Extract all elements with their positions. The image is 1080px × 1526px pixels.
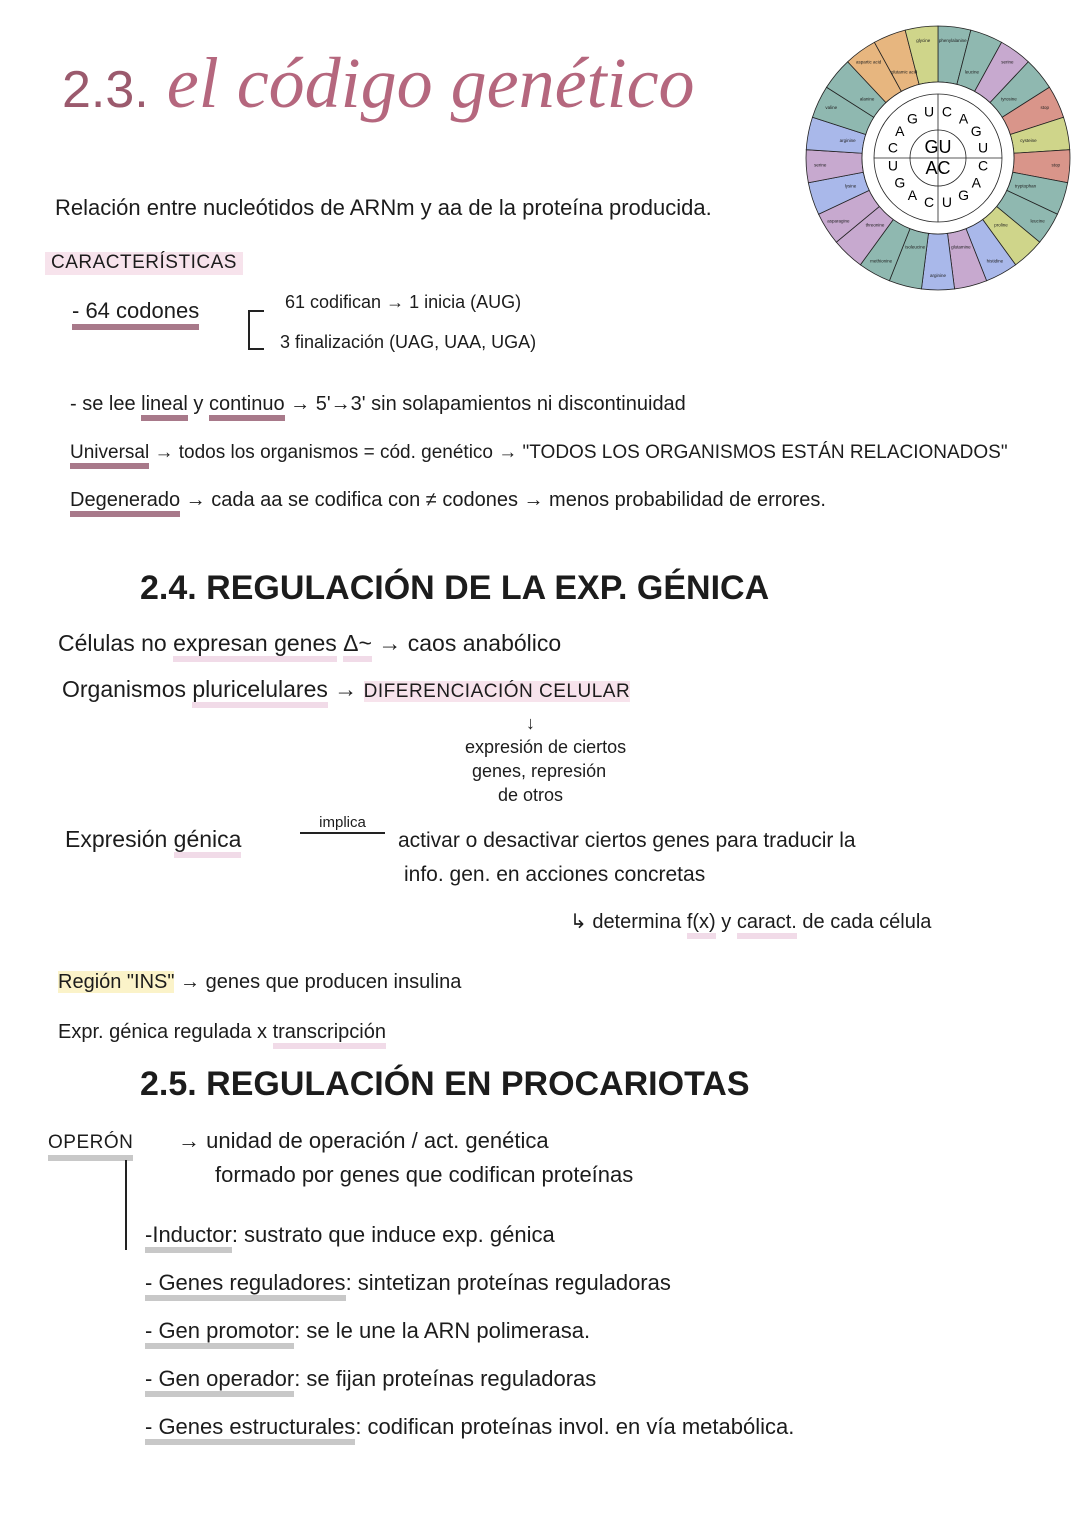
down-arrow-icon: ↓ [526,713,535,733]
keyword: - Genes estructurales [145,1414,355,1445]
amino-acid-label: leucine [1030,218,1045,224]
regulada-line [58,1020,386,1044]
base-letter: U [887,157,898,174]
text: ↳ determina [570,911,682,933]
keyword: f(x) [687,911,716,939]
keyword: transcripción [273,1021,386,1049]
amino-acid-label: tryptophan [1014,183,1037,189]
text: → genes que producen insulina [180,971,462,993]
center-bases: GU [924,136,952,157]
keyword: - Gen operador [145,1366,294,1397]
section-2-5-heading: 2.5. REGULACIÓN EN PROCARIOTAS [140,1065,750,1103]
amino-acid-label: tyrosine [1001,96,1017,102]
keyword: Δ~ [343,630,372,662]
expresion-line [65,826,241,854]
operon-item [145,1414,794,1440]
amino-acid-label: lysine [844,183,857,189]
finalizacion-text: 3 finalización (UAG, UAA, UGA) [280,332,537,352]
base-letter: A [895,123,905,140]
amino-acid-label: valine [825,104,838,110]
text: Expr. génica regulada x [58,1021,268,1043]
amino-acid-label: alanine [859,96,875,102]
text: → 5'→3' sin solapamientos ni discontinuidad [290,393,686,415]
text: : codifican proteínas invol. en vía metabólica. [355,1414,795,1439]
keyword: continuo [209,393,285,421]
operon-item [145,1270,671,1296]
base-letter: A [958,110,969,127]
expresion-definition-2: info. gen. en acciones concretas [404,863,706,886]
text: : se fijan proteínas reguladoras [294,1366,597,1391]
base-letter: U [941,193,953,210]
text: : se le une la ARN polimerasa. [294,1318,591,1343]
amino-acid-label: cysteine [1020,137,1037,143]
amino-acid-label: stop [1040,104,1050,110]
expresion-definition: activar o desactivar ciertos genes para traducir la [398,829,856,852]
universal-line [70,442,1008,465]
amino-acid-label: isoleucine [905,244,926,250]
title-number: 2.3. [62,61,149,119]
base-letter: C [923,193,935,210]
determina-line [570,910,931,934]
amino-acid-label: arginine [929,273,947,279]
keyword: Degenerado [70,489,180,517]
text: : sintetizan proteínas reguladoras [345,1270,671,1295]
keyword: caract. [737,911,797,939]
sub-line-3: de otros [498,785,564,805]
amino-acid-label: aspartic acid [856,59,882,65]
text: - se lee [70,393,136,415]
operon-label: OPERÓN [48,1132,133,1161]
keyword: lineal [141,393,188,421]
amino-acid-label: arginine [839,137,856,143]
sub-line-2: genes, represión [472,761,607,781]
page-title [62,40,695,126]
text: y [193,393,204,415]
keyword: - Genes reguladores [145,1270,346,1301]
keyword: - Gen promotor [145,1318,294,1349]
amino-acid-label: methionine [870,258,893,264]
organismos-line [62,676,630,704]
base-letter: A [971,174,981,191]
ins-line [58,970,461,994]
amino-acid-label: stop [1051,162,1061,168]
operon-def-2: formado por genes que codifican proteínas [215,1162,634,1187]
codifican-text: 61 codifican → 1 inicia (AUG) [285,292,522,312]
section-2-4-heading: 2.4. REGULACIÓN DE LA EXP. GÉNICA [140,569,770,607]
codones-label: - 64 codones [72,298,199,330]
base-letter: C [978,157,989,174]
keyword: expresan genes [173,630,337,662]
sub-line-1: expresión de ciertos [465,737,627,757]
text: Expresión [65,826,168,852]
amino-acid-label: phenylalanine [938,38,967,44]
keyword: DIFERENCIACIÓN CELULAR [363,681,631,702]
text: : sustrato que induce exp. génica [231,1222,555,1247]
base-letter: G [958,186,970,203]
text: → todos los organismos = cód. genético → "TODOS LOS ORGANISMOS ESTÁN RELACIONADOS" [154,442,1008,463]
base-letter: C [887,139,898,156]
celulas-line [58,630,561,658]
amino-acid-label: leucine [964,69,980,75]
intro-text: Relación entre nucleótidos de ARNm y aa de la proteína producida. [55,195,712,220]
operon-connector [125,1160,127,1250]
operon-def-1: → unidad de operación / act. genética [178,1128,549,1153]
base-letter: U [923,103,935,120]
amino-acid-label: glutamic acid [890,69,918,75]
text: y [721,911,732,933]
amino-acid-label: histidine [986,258,1004,264]
bracket [248,310,264,350]
caracteristicas-heading: CARACTERÍSTICAS [45,252,243,275]
base-letter: U [978,139,989,156]
arrow: → [334,676,358,702]
amino-acid-label: serine [814,162,827,168]
text: Células no [58,630,167,656]
keyword: génica [174,826,242,858]
base-letter: G [906,110,918,127]
keyword: Región "INS" [58,971,175,993]
amino-acid-label: asparagine [827,218,850,224]
base-letter: A [907,186,918,203]
implica-arrow: implica [300,814,385,834]
lineal-line [70,392,686,416]
amino-acid-label: threonine [865,222,885,228]
amino-acid-label: serine [1001,59,1014,65]
text: de cada célula [802,911,932,933]
base-letter: G [970,123,982,140]
title-text: el código genético [166,43,695,123]
text: → caos anabólico [378,630,562,656]
text: → cada aa se codifica con ≠ codones → menos probabilidad de errores. [185,489,826,511]
keyword: Universal [70,442,149,469]
amino-acid-label: proline [994,222,1008,228]
amino-acid-label: glycine [916,38,931,44]
text: Organismos [62,676,186,702]
base-letter: G [894,174,906,191]
operon-item [145,1318,590,1344]
keyword: pluricelulares [192,676,328,708]
center-bases: AC [925,157,951,178]
operon-item [145,1366,596,1392]
degenerado-line [70,488,826,512]
codon-wheel [796,16,1080,300]
keyword: -Inductor [145,1222,232,1253]
operon-item [145,1222,555,1248]
base-letter: C [941,103,953,120]
amino-acid-label: glutamine [951,244,971,250]
